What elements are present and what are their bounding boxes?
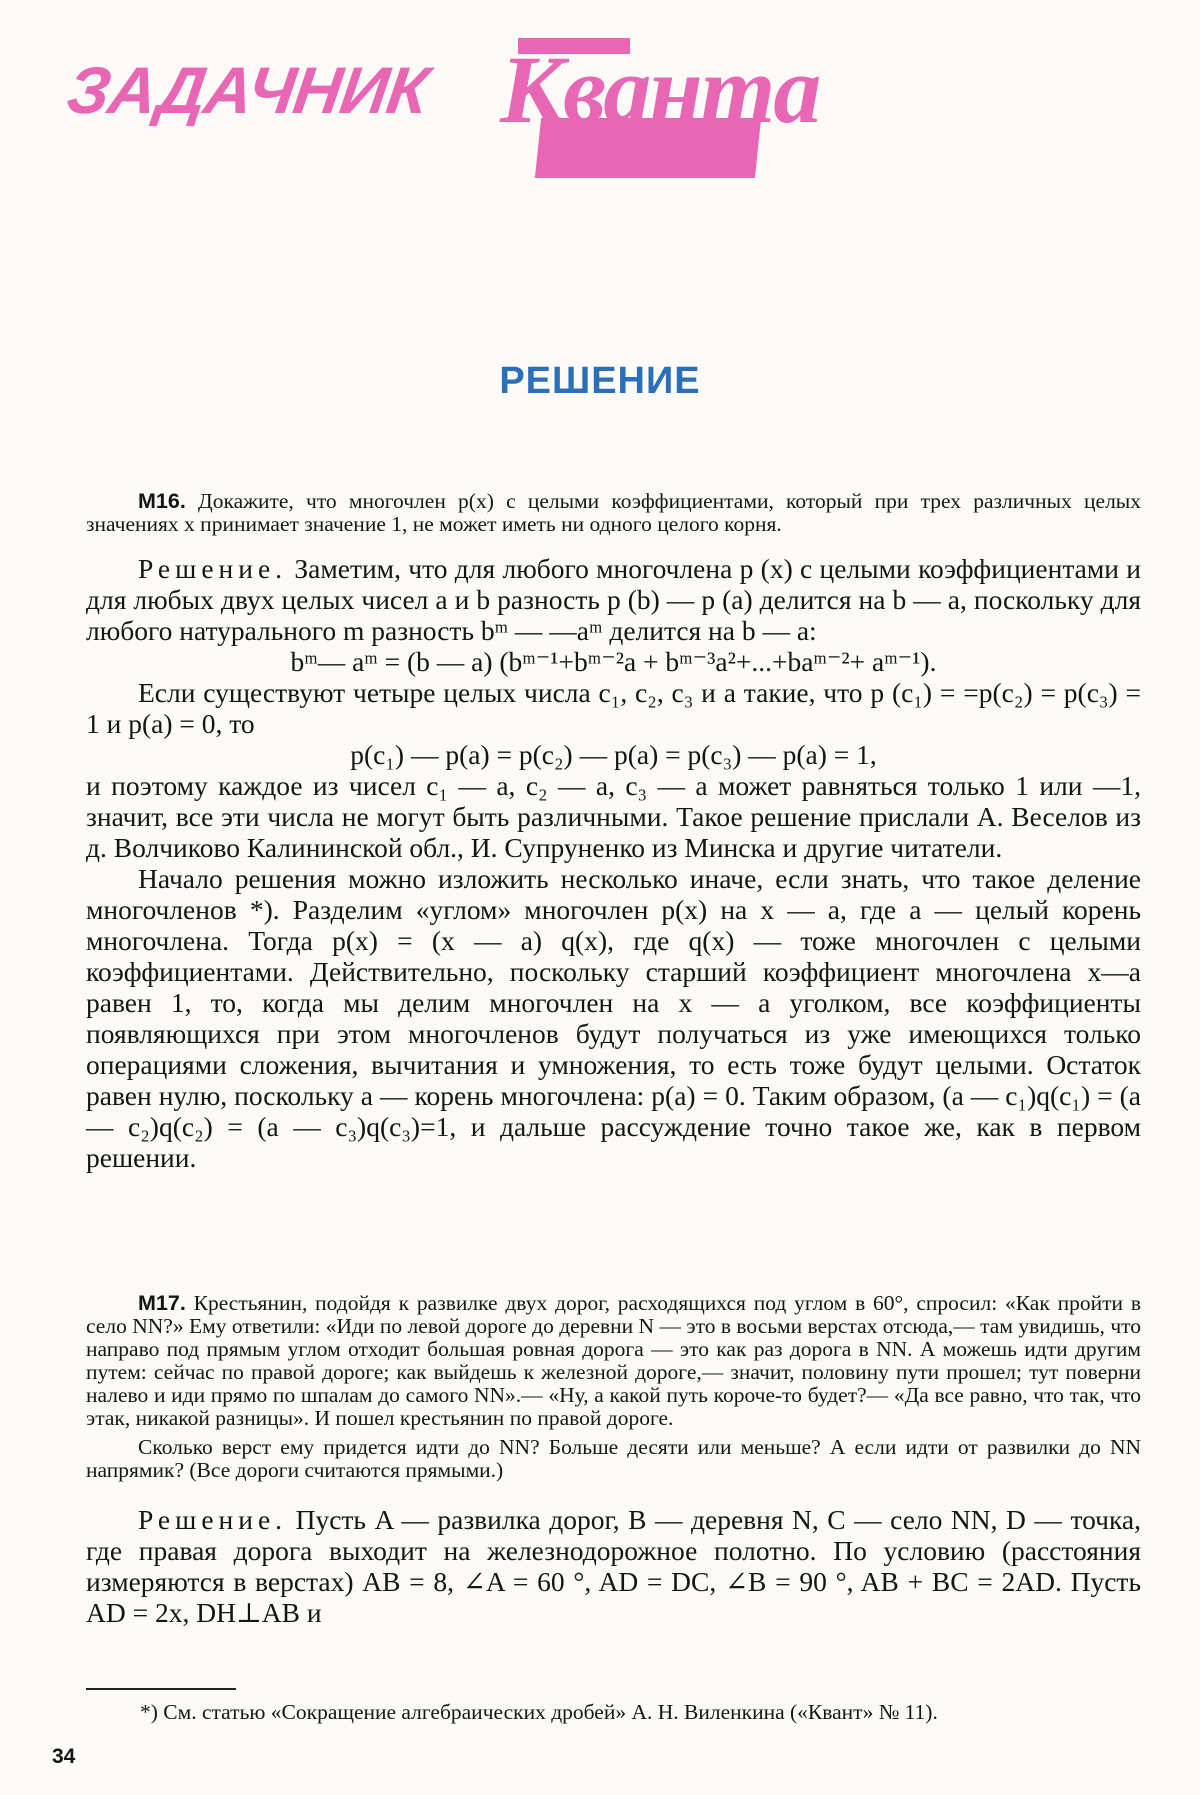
m16-solution-p3: и поэтому каждое из чисел c₁ — a, c₂ — a, c₃ — a может равняться только 1 или —1, значит, все эти числа не могут быть различными. Такое решение прислали А. Веселов из д. Волчиково Калининской обл., И. Супруненко из Минска и другие читатели. — [86, 770, 1141, 863]
m17-question: Сколько верст ему придется идти до NN? Больше десяти или меньше? А если идти от развилки до NN напрямик? (Все дороги считаются прямыми.) — [86, 1435, 1141, 1482]
m16-label: М16. — [138, 489, 186, 513]
m16-problem — [86, 490, 1141, 536]
m16-solution-label: Решение. — [138, 553, 288, 584]
kvant-logo — [500, 30, 948, 180]
footnote-divider — [86, 1688, 236, 1690]
m17-problem-text: Крестьянин, подойдя к развилке двух дорог, расходящихся под углом в 60°, спросил: «Как пройти в село NN?» Ему ответили: «Иди по левой дороге до деревни N — это в восьми верстах отсюда,— там увидишь, что направо под прямым углом отходит большая ровная дорога — это как раз дорога в NN. А можешь идти другим путем: сейчас по правой дороге; как выйдешь к железной дороге,— значит, половину пути прошел; тут поверни налево и иди прямо по шпалам до самого NN».— «Ну, а какой путь короче-то будет?— «Да все равно, что так, что этак, никакой разницы». И пошел крестьянин по правой дороге. — [86, 1291, 1141, 1430]
m17-solution-p1: Пусть A — развилка дорог, B — деревня N, C — село NN, D — точка, где правая дорога выходит на железнодорожное полотно. По условию (расстояния измеряются в верстах) AB = 8, ∠A = 60 °, AD = DC, ∠B = 90 °, AB + BC = 2AD. Пусть AD = 2x, DH⊥AB и — [86, 1504, 1141, 1628]
magazine-header — [62, 30, 1068, 180]
m16-formula-2: p(c₁) — p(a) = p(c₂) — p(a) = p(c₃) — p(a) = 1, — [350, 739, 877, 770]
m16-solution-p2: Если существуют четыре целых числа c₁, c₂, c₃ и a такие, что p (c₁) = =p(c₂) = p(c₃) = 1 и p(a) = 0, то — [86, 677, 1141, 739]
section-title: РЕШЕНИЕ — [499, 360, 701, 402]
m16-solution-p1: Заметим, что для любого многочлена p (x) с целыми коэффициентами и для любых двух целых чисел a и b разность p (b) — p (a) делится на b — a, поскольку для любого натурального m разность bᵐ — —aᵐ делится на b — a: — [86, 553, 1142, 646]
m17-problem — [86, 1292, 1141, 1482]
m17-solution-label: Решение. — [138, 1504, 288, 1535]
footnote: *) См. статью «Сокращение алгебраических дробей» А. Н. Виленкина («Квант» № 11). — [140, 1700, 938, 1724]
m17-solution — [86, 1504, 1141, 1628]
page-number: 34 — [52, 1745, 76, 1768]
logo-kvanta-text: Кванта — [500, 36, 820, 143]
m16-problem-text: Докажите, что многочлен p(x) с целыми коэффициентами, который при трех различных целых значениях x принимает значение 1, не может иметь ни одного целого корня. — [86, 489, 1141, 536]
m16-solution — [86, 553, 1141, 1173]
header-zadachnik: ЗАДАЧНИК — [62, 53, 433, 127]
m17-label: М17. — [138, 1291, 186, 1315]
m16-solution-p4: Начало решения можно изложить несколько иначе, если знать, что такое деление многочленов *). Разделим «углом» многочлен p(x) на x — a, где a — целый корень многочлена. Тогда p(x) = (x — a) q(x), где q(x) — тоже многочлен с целыми коэффициентами. Действительно, поскольку старший коэффициент многочлена x—a равен 1, то, когда мы делим многочлен на x — a уголком, все коэффициенты появляющихся при этом многочленов будут получаться из уже имеющихся только операциями сложения, вычитания и умножения, то есть тоже будут целыми. Остаток равен нулю, поскольку a — корень многочлена: p(a) = 0. Таким образом, (a — c₁)q(c₁) = (a — c₂)q(c₂) = (a — c₃)q(c₃)=1, и дальше рассуждение точно такое же, как в первом решении. — [86, 863, 1141, 1173]
m16-formula-1: bᵐ— aᵐ = (b — a) (bᵐ⁻¹+bᵐ⁻²a + bᵐ⁻³a²+...+baᵐ⁻²+ aᵐ⁻¹). — [290, 646, 937, 677]
